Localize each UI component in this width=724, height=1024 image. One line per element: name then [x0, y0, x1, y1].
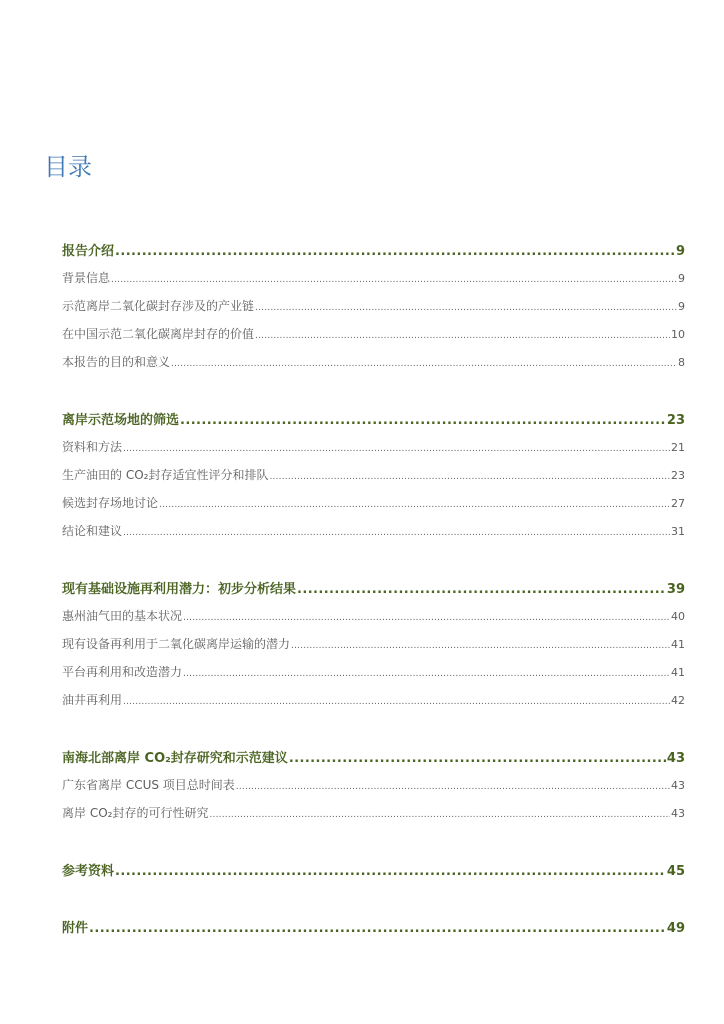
- toc-page-number: 10: [671, 328, 685, 341]
- toc-leader: [115, 240, 675, 264]
- toc-leader: [159, 491, 670, 519]
- toc-entry-label: 广东省离岸 CCUS 项目总时间表: [62, 778, 235, 792]
- toc-leader: [255, 294, 677, 322]
- toc-leader: [236, 773, 670, 801]
- toc-entry[interactable]: [62, 799, 685, 827]
- toc-entry-label: 现有设备再利用于二氧化碳离岸运输的潜力: [62, 637, 291, 651]
- toc-entry[interactable]: [62, 517, 685, 545]
- toc-leader: [115, 860, 666, 884]
- toc-entry[interactable]: [62, 433, 685, 461]
- toc-entry-label: 生产油田的 CO₂封存适宜性评分和排队: [62, 468, 269, 482]
- toc-entry-label: 惠州油气田的基本状况: [62, 609, 183, 623]
- toc-page-number: 40: [671, 610, 685, 623]
- toc-entry[interactable]: [62, 686, 685, 714]
- toc-page-number: 21: [671, 441, 685, 454]
- toc-page-number: 31: [671, 525, 685, 538]
- toc-entry-label: 离岸 CO₂封存的可行性研究: [62, 806, 209, 820]
- toc-entry-label: 背景信息: [62, 271, 111, 285]
- toc-page-number: 45: [666, 864, 685, 879]
- toc-section-label: 报告介绍: [62, 244, 115, 259]
- toc-page-number: 43: [671, 779, 685, 792]
- toc-entry[interactable]: [62, 630, 685, 658]
- toc-leader: [111, 266, 677, 294]
- toc-page-number: 43: [671, 807, 685, 820]
- toc-entry-label: 油井再利用: [62, 693, 123, 707]
- toc-page-number: 43: [666, 751, 685, 766]
- toc-entry[interactable]: [62, 264, 685, 292]
- toc-page-number: 39: [666, 582, 685, 597]
- toc-entry-label: 平台再利用和改造潜力: [62, 665, 183, 679]
- toc-section-label: 现有基础设施再利用潜力：初步分析结果: [62, 582, 297, 597]
- toc-entry[interactable]: [62, 771, 685, 799]
- toc-page-number: 8: [678, 356, 685, 369]
- toc-page-number: 9: [675, 244, 685, 259]
- toc-entry[interactable]: [62, 602, 685, 630]
- toc-section[interactable]: [62, 860, 685, 884]
- toc-leader: [289, 747, 666, 771]
- toc-entry[interactable]: [62, 658, 685, 686]
- toc-entry[interactable]: [62, 489, 685, 517]
- toc-page-number: 41: [671, 666, 685, 679]
- toc-entry-label: 示范离岸二氧化碳封存涉及的产业链: [62, 299, 255, 313]
- toc-page-number: 49: [666, 921, 685, 936]
- toc-leader: [209, 801, 670, 829]
- toc-page-number: 42: [671, 694, 685, 707]
- toc-leader: [123, 688, 670, 716]
- toc-section-label: 参考资料: [62, 864, 115, 879]
- toc-leader: [269, 463, 670, 491]
- toc-section[interactable]: [62, 240, 685, 264]
- toc-section-label: 附件: [62, 921, 89, 936]
- toc-section[interactable]: [62, 747, 685, 771]
- toc-leader: [171, 350, 677, 378]
- page-title: 目录: [44, 153, 92, 181]
- toc-page-number: 9: [678, 272, 685, 285]
- toc-leader: [183, 660, 670, 688]
- toc-entry-label: 资料和方法: [62, 440, 123, 454]
- toc-page-number: 41: [671, 638, 685, 651]
- toc-leader: [123, 519, 670, 547]
- toc-section[interactable]: [62, 578, 685, 602]
- toc-page-number: 23: [671, 469, 685, 482]
- toc-entry-label: 结论和建议: [62, 524, 123, 538]
- toc-entry[interactable]: [62, 461, 685, 489]
- toc-entry-label: 候选封存场地讨论: [62, 496, 159, 510]
- toc-leader: [255, 322, 670, 350]
- table-of-contents: [62, 240, 685, 941]
- toc-leader: [180, 409, 666, 433]
- toc-entry-label: 在中国示范二氧化碳离岸封存的价值: [62, 327, 255, 341]
- toc-section[interactable]: [62, 409, 685, 433]
- toc-leader: [297, 578, 666, 602]
- toc-entry-label: 本报告的目的和意义: [62, 355, 171, 369]
- toc-entry[interactable]: [62, 320, 685, 348]
- toc-leader: [183, 604, 670, 632]
- toc-leader: [291, 632, 670, 660]
- toc-page-number: 27: [671, 497, 685, 510]
- toc-entry[interactable]: [62, 348, 685, 376]
- toc-leader: [89, 917, 666, 941]
- toc-page-number: 9: [678, 300, 685, 313]
- toc-leader: [123, 435, 670, 463]
- toc-section[interactable]: [62, 917, 685, 941]
- toc-page-number: 23: [666, 413, 685, 428]
- toc-section-label: 离岸示范场地的筛选: [62, 413, 180, 428]
- toc-section-label: 南海北部离岸 CO₂封存研究和示范建议: [62, 751, 288, 766]
- toc-entry[interactable]: [62, 292, 685, 320]
